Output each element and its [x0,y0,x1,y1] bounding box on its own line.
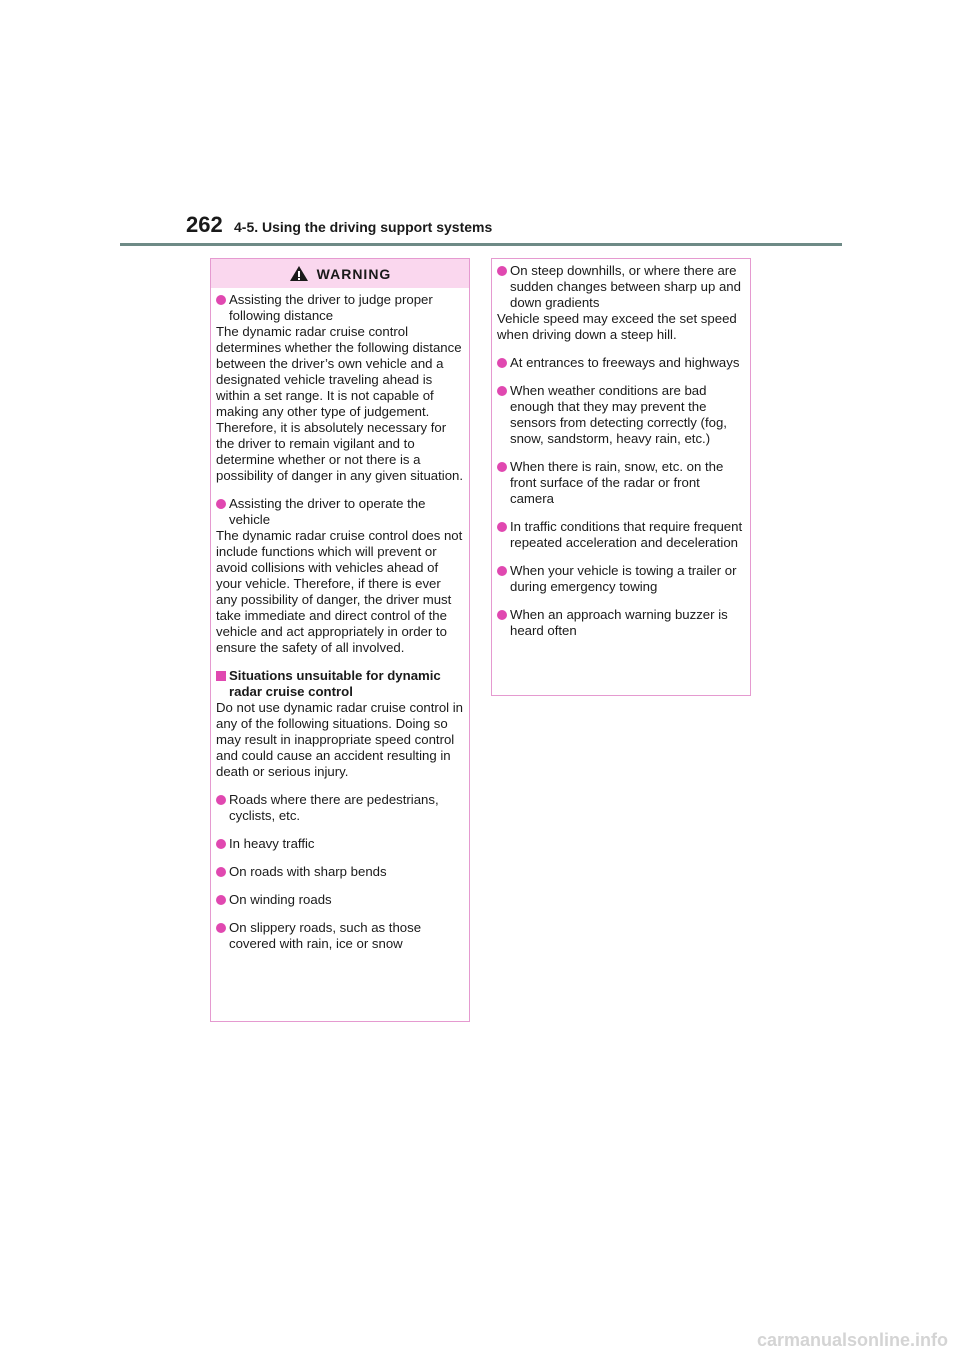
list-item: Assisting the driver to judge proper following distance [216,292,465,324]
warning-triangle-icon [289,265,309,282]
list-item: On slippery roads, such as those covered with rain, ice or snow [216,920,465,952]
paragraph: The dynamic radar cruise control does not include functions which will prevent or avoid collisions with vehicles ahead of your vehicle. Therefore, if there is ever any possibility of danger, the driver must take immediate and direct control of the vehicle and act appropriately in order to ensure the safety of all involved. [216,528,463,655]
warning-title: WARNING [316,265,392,282]
warning-content-left [211,288,469,952]
warning-content-right [492,259,750,639]
list-item: On roads with sharp bends [216,864,465,880]
header-divider [120,243,842,246]
list-item: On winding roads [216,892,465,908]
list-item: When an approach warning buzzer is heard often [497,607,746,639]
paragraph: Vehicle speed may exceed the set speed when driving down a steep hill. [497,311,737,342]
list-item: Roads where there are pedestrians, cyclists, etc. [216,792,465,824]
list-item: On steep downhills, or where there are sudden changes between sharp up and down gradients [497,263,746,311]
subsection-heading: Situations unsuitable for dynamic radar cruise control [216,668,465,700]
paragraph: Do not use dynamic radar cruise control in any of the following situations. Doing so may result in inappropriate speed control and could cause an accident resulting in death or serious injury. [216,700,464,779]
site-watermark: carmanualsonline.info [756,1330,948,1350]
list-item: In heavy traffic [216,836,465,852]
warning-header [211,259,469,288]
list-item: When weather conditions are bad enough that they may prevent the sensors from detecting correctly (fog, snow, sandstorm, heavy rain, etc.) [497,383,746,447]
list-item: When your vehicle is towing a trailer or during emergency towing [497,563,746,595]
list-item: At entrances to freeways and highways [497,355,746,371]
list-item: In traffic conditions that require frequent repeated acceleration and deceleration [497,519,746,551]
paragraph: The dynamic radar cruise control determines whether the following distance between the driver’s own vehicle and a designated vehicle traveling ahead is within a set range. It is not capable of making any other type of judgement. Therefore, it is absolutely necessary for the driver to remain vigilant and to determine whether or not there is a possibility of danger in any given situation. [216,324,464,483]
warning-box-right [491,258,751,696]
page-number: 262 [186,212,223,237]
section-title: 4-5. Using the driving support systems [234,219,493,235]
warning-box-left [210,258,470,1022]
list-item: When there is rain, snow, etc. on the front surface of the radar or front camera [497,459,746,507]
list-item: Assisting the driver to operate the vehicle [216,496,465,528]
